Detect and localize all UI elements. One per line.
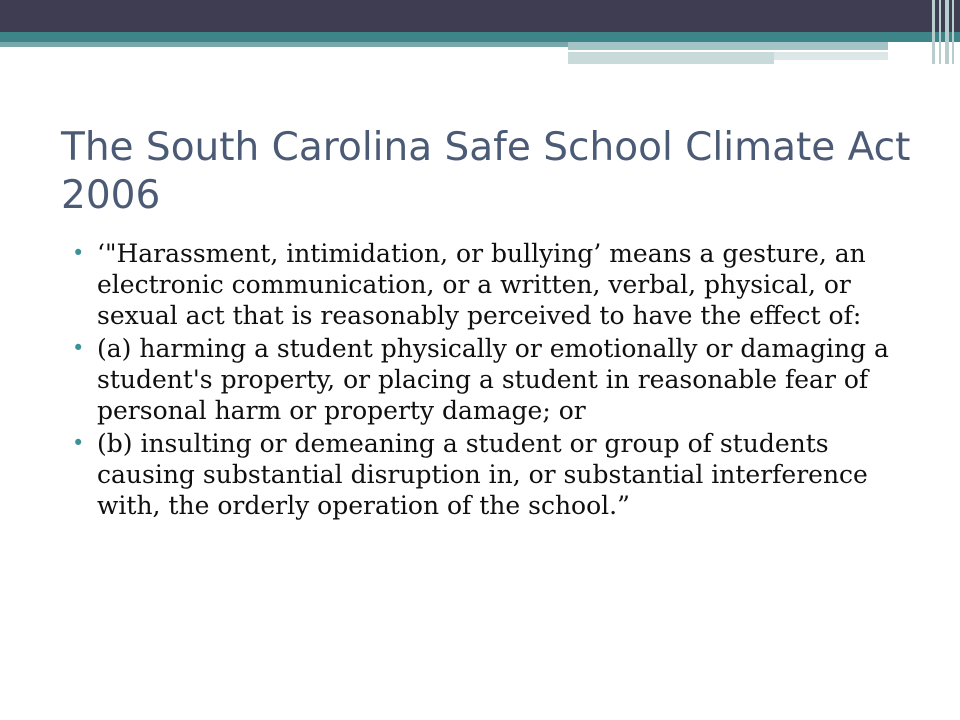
header-accent-bar: [0, 42, 568, 47]
bullet-list: [72, 238, 902, 523]
bullet-item: [72, 238, 902, 331]
header-accent-stripe: [0, 32, 960, 42]
header-banner: [0, 0, 960, 32]
bullet-text: ‘"Harassment, intimidation, or bullying’ means a gesture, an electronic communication, or a written, verbal, physical, or sexual act that is reasonably perceived to have the effect of:: [97, 239, 866, 330]
bullet-text: (b) insulting or demeaning a student or group of students causing substantial disruption in, or substantial interference with, the orderly operation of the school.”: [97, 429, 868, 520]
bullet-icon: •: [72, 431, 85, 455]
corner-decoration: [928, 0, 960, 64]
bullet-text: (a) harming a student physically or emotionally or damaging a student's property, or placing a student in reasonable fear of personal harm or property damage; or: [97, 334, 889, 425]
bullet-icon: •: [72, 241, 85, 265]
bullet-item: [72, 333, 902, 426]
header-step-bar-lower: [568, 52, 774, 64]
bullet-item: [72, 428, 902, 521]
header-step-bar-short: [774, 52, 888, 60]
bullet-icon: •: [72, 336, 85, 360]
slide-title: The South Carolina Safe School Climate Act 2006: [61, 125, 911, 218]
